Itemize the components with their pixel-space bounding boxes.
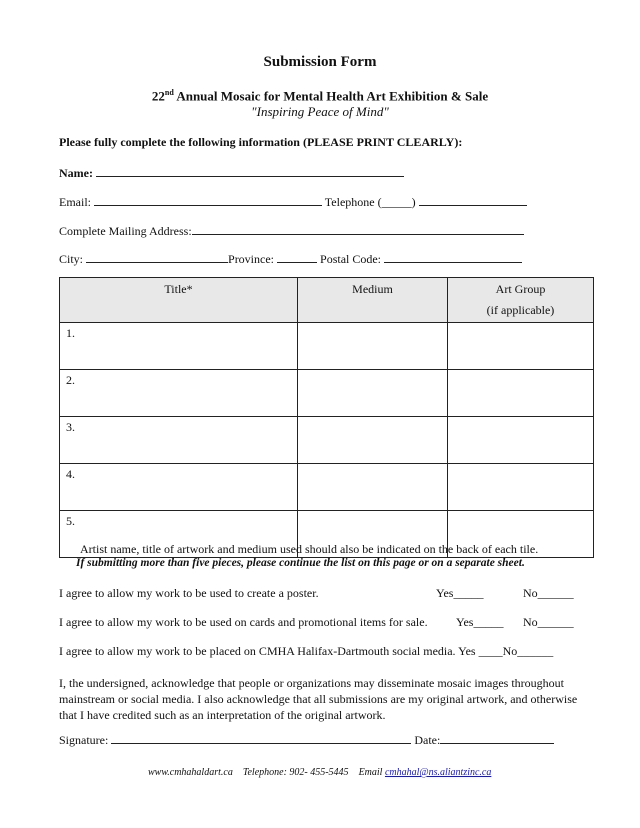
footer-email-link[interactable]: cmhahal@ns.aliantzinc.ca (384, 767, 492, 778)
address-row (59, 222, 524, 239)
poster-consent-text: I agree to allow my work to be used to create a poster. (59, 586, 319, 600)
postal-field[interactable] (384, 250, 522, 263)
table-row (60, 464, 594, 511)
address-field[interactable] (192, 222, 524, 235)
telephone-label: Telephone (_____) (324, 195, 416, 209)
city-label: City: (59, 252, 84, 266)
footer-email-label: Email (358, 767, 383, 778)
header-title: Title* (60, 278, 298, 323)
art-group-cell[interactable] (448, 323, 594, 370)
table-row (60, 370, 594, 417)
postal-label: Postal Code: (320, 252, 382, 266)
art-group-cell[interactable] (448, 464, 594, 511)
signature-row (59, 731, 554, 748)
event-name: Annual Mosaic for Mental Health Art Exhibition & Sale (173, 88, 489, 104)
footer-telephone: Telephone: 902- 455-5445 (242, 767, 349, 778)
name-field[interactable] (96, 164, 404, 177)
table-row (60, 323, 594, 370)
art-group-cell[interactable] (448, 417, 594, 464)
title-cell[interactable]: 1. (60, 323, 298, 370)
medium-cell[interactable] (298, 417, 448, 464)
cards-consent-text: I agree to allow my work to be used on cards and promotional items for sale. (59, 615, 428, 629)
header-art-group-note: (if applicable) (486, 303, 555, 317)
province-label: Province: (228, 252, 275, 266)
poster-consent-yes[interactable]: Yes_____ (436, 586, 484, 600)
title-cell[interactable]: 2. (60, 370, 298, 417)
event-ordinal: nd (164, 88, 174, 97)
art-group-cell[interactable] (448, 370, 594, 417)
header-art-group (448, 278, 594, 323)
title-cell[interactable]: 4. (60, 464, 298, 511)
cards-consent-no[interactable]: No______ (523, 615, 574, 629)
email-label: Email: (59, 195, 91, 209)
page-title: Submission Form (263, 54, 377, 70)
title-cell[interactable]: 3. (60, 417, 298, 464)
name-row (59, 164, 404, 181)
contact-row (59, 193, 527, 210)
title-cell[interactable]: 5. (60, 511, 298, 558)
cards-consent-yes[interactable]: Yes_____ (456, 615, 504, 629)
telephone-field[interactable] (419, 193, 527, 206)
footer (148, 767, 491, 778)
event-tagline: "Inspiring Peace of Mind" (251, 104, 389, 119)
header-medium: Medium (298, 278, 448, 323)
date-field[interactable] (440, 731, 554, 744)
overflow-note: If submitting more than five pieces, please continue the list on this page or on a separate sheet. (76, 557, 525, 569)
footer-website[interactable]: www.cmhahaldart.ca (148, 767, 233, 778)
medium-cell[interactable] (298, 370, 448, 417)
event-number: 22 (151, 88, 165, 104)
table-header-row (60, 278, 594, 323)
signature-label: Signature: (59, 733, 109, 747)
city-field[interactable] (86, 250, 228, 263)
artwork-table (59, 277, 594, 558)
email-field[interactable] (94, 193, 322, 206)
header-art-group-label: Art Group (495, 282, 546, 296)
social-consent-text[interactable]: I agree to allow my work to be placed on CMHA Halifax-Dartmouth social media. Yes ____No______ (59, 644, 554, 658)
location-row (59, 250, 522, 267)
name-label: Name: (59, 166, 93, 180)
event-heading (0, 88, 640, 104)
address-label: Complete Mailing Address: (59, 224, 192, 238)
table-row (60, 417, 594, 464)
date-label: Date: (414, 733, 441, 747)
instructions: Please fully complete the following information (PLEASE PRINT CLEARLY): (59, 135, 463, 149)
province-field[interactable] (277, 250, 317, 263)
medium-cell[interactable] (298, 464, 448, 511)
signature-field[interactable] (111, 731, 411, 744)
label-note: Artist name, title of artwork and medium used should also be indicated on the back of each tile. (80, 542, 539, 556)
medium-cell[interactable] (298, 323, 448, 370)
poster-consent-no[interactable]: No______ (523, 586, 574, 600)
acknowledgement-text: I, the undersigned, acknowledge that people or organizations may disseminate mosaic images throughout mainstream or social media. I also acknowledge that all submissions are my original artwork, and otherwise that I have credited such as an interpretation of the original artwork. (59, 676, 578, 722)
